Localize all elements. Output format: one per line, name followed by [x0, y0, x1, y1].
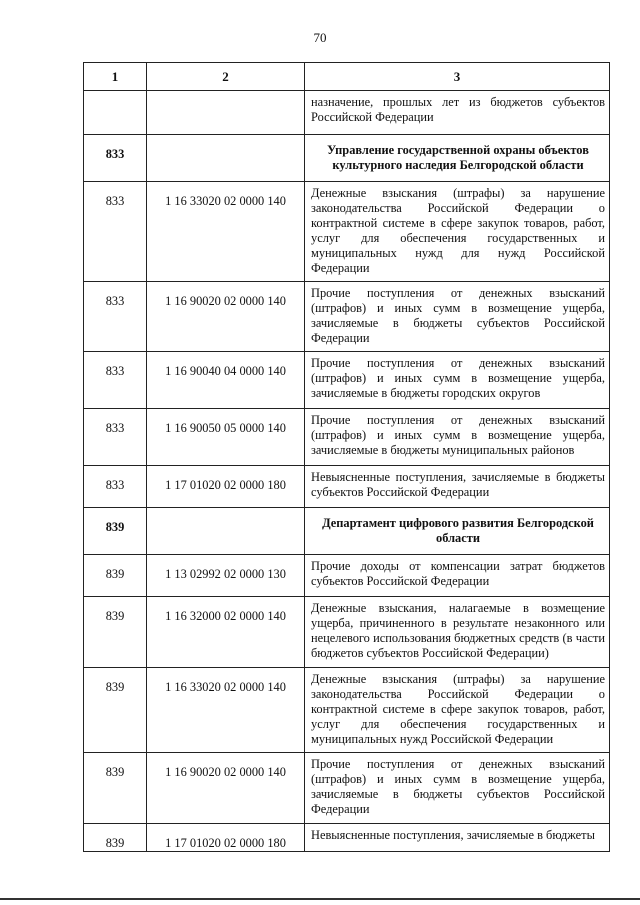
administrator-name-cell: Департамент цифрового развития Белгородской области	[305, 508, 610, 555]
administrator-name-cell: Управление государственной охраны объектов культурного наследия Белгородской области	[305, 135, 610, 182]
admin-code-cell: 839	[84, 824, 147, 852]
revenue-description-cell: Невыясненные поступления, зачисляемые в бюджеты	[305, 824, 610, 852]
header-col-3: 3	[305, 63, 610, 91]
revenue-code-cell: 1 17 01020 02 0000 180	[147, 824, 305, 852]
revenue-code-cell: 1 16 90050 05 0000 140	[147, 409, 305, 466]
table-row	[84, 824, 610, 852]
admin-code-cell	[84, 91, 147, 135]
revenue-code-cell	[147, 135, 305, 182]
revenue-codes-table	[83, 62, 610, 852]
revenue-description-cell: Денежные взыскания (штрафы) за нарушение законодательства Российской Федерации о контрактной системе в сфере закупок товаров, работ, услуг для обеспечения государственных и муниципальных нужд для нужд Российской Федерации	[305, 182, 610, 282]
revenue-code-cell	[147, 508, 305, 555]
table-header-row	[84, 63, 610, 91]
table-row	[84, 182, 610, 282]
revenue-code-cell: 1 13 02992 02 0000 130	[147, 555, 305, 597]
table-row	[84, 668, 610, 753]
revenue-description-cell: назначение, прошлых лет из бюджетов субъектов Российской Федерации	[305, 91, 610, 135]
revenue-code-cell: 1 16 90020 02 0000 140	[147, 753, 305, 824]
revenue-code-cell: 1 16 33020 02 0000 140	[147, 182, 305, 282]
admin-code-cell: 839	[84, 597, 147, 668]
revenue-description-cell: Прочие поступления от денежных взысканий (штрафов) и иных сумм в возмещение ущерба, зачисляемые в бюджеты муниципальных районов	[305, 409, 610, 466]
revenue-code-cell	[147, 91, 305, 135]
admin-code-cell: 839	[84, 668, 147, 753]
revenue-code-cell: 1 16 33020 02 0000 140	[147, 668, 305, 753]
revenue-description-cell: Прочие поступления от денежных взысканий (штрафов) и иных сумм в возмещение ущерба, зачисляемые в бюджеты городских округов	[305, 352, 610, 409]
revenue-description-cell: Денежные взыскания, налагаемые в возмещение ущерба, причиненного в результате незаконного или нецелевого использования бюджетных средств (в части бюджетов субъектов Российской Федерации)	[305, 597, 610, 668]
table-row	[84, 352, 610, 409]
table-row	[84, 282, 610, 352]
table-body	[84, 91, 610, 852]
admin-code-cell: 833	[84, 135, 147, 182]
table-row	[84, 555, 610, 597]
page-number: 70	[313, 30, 327, 45]
revenue-description-cell: Прочие доходы от компенсации затрат бюджетов субъектов Российской Федерации	[305, 555, 610, 597]
table-row	[84, 135, 610, 182]
revenue-description-cell: Прочие поступления от денежных взысканий (штрафов) и иных сумм в возмещение ущерба, зачисляемые в бюджеты субъектов Российской Федерации	[305, 753, 610, 824]
revenue-code-cell: 1 17 01020 02 0000 180	[147, 466, 305, 508]
table-row	[84, 91, 610, 135]
table-row	[84, 409, 610, 466]
admin-code-cell: 833	[84, 282, 147, 352]
revenue-code-cell: 1 16 90020 02 0000 140	[147, 282, 305, 352]
revenue-description-cell: Денежные взыскания (штрафы) за нарушение законодательства Российской Федерации о контрактной системе в сфере закупок товаров, работ, услуг для обеспечения государственных и муниципальных нужд Российской Федерации	[305, 668, 610, 753]
table-row	[84, 466, 610, 508]
table-row	[84, 508, 610, 555]
admin-code-cell: 839	[84, 555, 147, 597]
page-bottom-edge	[0, 898, 640, 900]
revenue-description-cell: Невыясненные поступления, зачисляемые в бюджеты субъектов Российской Федерации	[305, 466, 610, 508]
table-row	[84, 753, 610, 824]
admin-code-cell: 833	[84, 182, 147, 282]
admin-code-cell: 839	[84, 508, 147, 555]
revenue-code-cell: 1 16 90040 04 0000 140	[147, 352, 305, 409]
table-row	[84, 597, 610, 668]
admin-code-cell: 833	[84, 466, 147, 508]
admin-code-cell: 839	[84, 753, 147, 824]
admin-code-cell: 833	[84, 409, 147, 466]
admin-code-cell: 833	[84, 352, 147, 409]
header-col-1: 1	[84, 63, 147, 91]
revenue-description-cell: Прочие поступления от денежных взысканий (штрафов) и иных сумм в возмещение ущерба, зачисляемые в бюджеты субъектов Российской Федерации	[305, 282, 610, 352]
header-col-2: 2	[147, 63, 305, 91]
revenue-code-cell: 1 16 32000 02 0000 140	[147, 597, 305, 668]
